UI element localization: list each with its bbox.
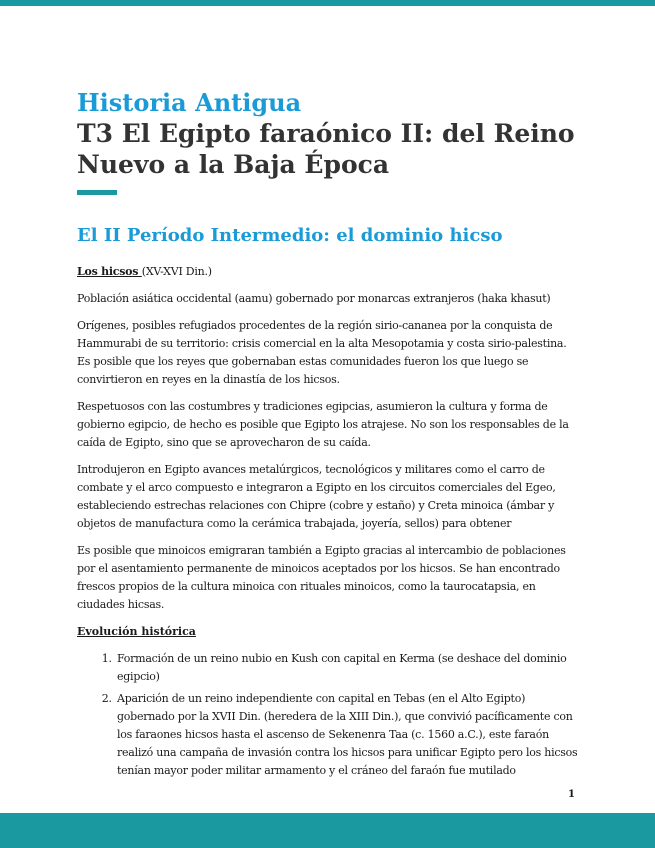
paragraph-customs: Respetuosos con las costumbres y tradiciones egipcias, asumieron la cultura y forma de gobierno egipcio, de hecho es posible que Egipto los atrajese. No son los responsables de la caída de Egipto, sino que se aprovecharon de su caída. xyxy=(77,400,569,449)
document-title xyxy=(77,118,582,180)
list-item: 2. Aparición de un reino independiente con capital en Tebas (en el Alto Egipto) gobernado por la XVII Din. (heredera de la XIII Din.), que convivió pacíficamente con los faraones hicsos hasta el ascenso de Sekenenra Taa (c. 1560 a.C.), este faraón realizó una campaña de invasión contra los hicsos para unificar Egipto pero los hicsos tenían mayor poder militar armamento y el cráneo del faraón fue mutilado xyxy=(115,690,582,780)
page-number: 1 xyxy=(568,789,575,800)
document-title-line2: Nuevo a la Baja Época xyxy=(77,150,390,179)
page-content xyxy=(77,88,582,784)
document-title-line1: T3 El Egipto faraónico II: del Reino xyxy=(77,119,575,148)
list-item: 1. Formación de un reino nubio en Kush con capital en Kerma (se deshace del dominio egipcio) xyxy=(115,650,582,686)
paragraph-population: Población asiática occidental (aamu) gobernado por monarcas extranjeros (haka khasut) xyxy=(77,292,551,305)
top-accent-bar xyxy=(0,0,655,6)
section-heading: El II Período Intermedio: el dominio hicso xyxy=(77,225,503,246)
evolution-heading: Evolución histórica xyxy=(77,625,196,638)
paragraph-minoans: Es posible que minoicos emigraran también a Egipto gracias al intercambio de poblaciones por el asentamiento permanente de minoicos aceptados por los hicsos. Se han encontrado frescos propios de la cultura minoica con rituales minoicos, como la taurocatapsia, en ciudades hicsas. xyxy=(77,544,566,611)
hyksos-label: Los hicsos xyxy=(77,265,142,278)
paragraph-origins: Orígenes, posibles refugiados procedentes de la región sirio-cananea por la conquista de Hammurabi de su territorio: crisis comercial en la alta Mesopotamia y costa sirio-palestina. Es posible que los reyes que gobernaban estas comunidades fueron los que luego se convirtieron en reyes en la dinastía de los hicsos. xyxy=(77,319,567,386)
bottom-accent-bar xyxy=(0,813,655,848)
hyksos-intro xyxy=(77,263,582,281)
hyksos-dates: (XV-XVI Din.) xyxy=(141,265,212,278)
paragraph-advances: Introdujeron en Egipto avances metalúrgicos, tecnológicos y militares como el carro de combate y el arco compuesto e integraron a Egipto en los circuitos comerciales del Egeo, estableciendo estrechas relaciones con Chipre (cobre y estaño) y Creta minoica (ámbar y objetos de manufactura como la cerámica trabajada, joyería, sellos) para obtener xyxy=(77,463,556,530)
subject-title: Historia Antigua xyxy=(77,88,302,117)
title-underline-rule xyxy=(77,190,117,195)
evolution-list xyxy=(77,650,582,780)
